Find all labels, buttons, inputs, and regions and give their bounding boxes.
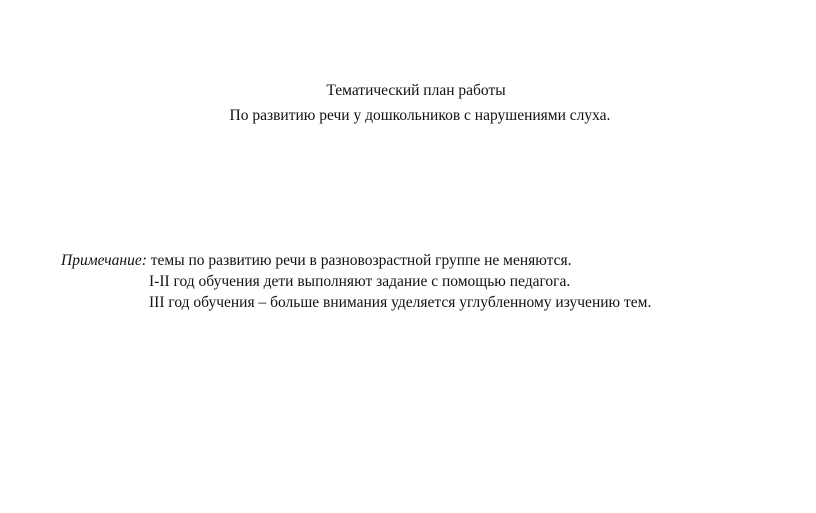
note-block	[61, 250, 651, 313]
document-title: Тематический план работы	[326, 82, 506, 99]
note-line-2: I-II год обучения дети выполняют задание с помощью педагога.	[149, 273, 571, 290]
note-line-1	[61, 250, 651, 271]
note-label: Примечание:	[61, 252, 147, 269]
note-text-1: темы по развитию речи в разновозрастной группе не меняются.	[146, 252, 572, 269]
note-line-3: III год обучения – больше внимания уделяется углубленному изучению тем.	[149, 294, 652, 311]
document-subtitle: По развитию речи у дошкольников с нарушениями слуха.	[229, 107, 611, 124]
